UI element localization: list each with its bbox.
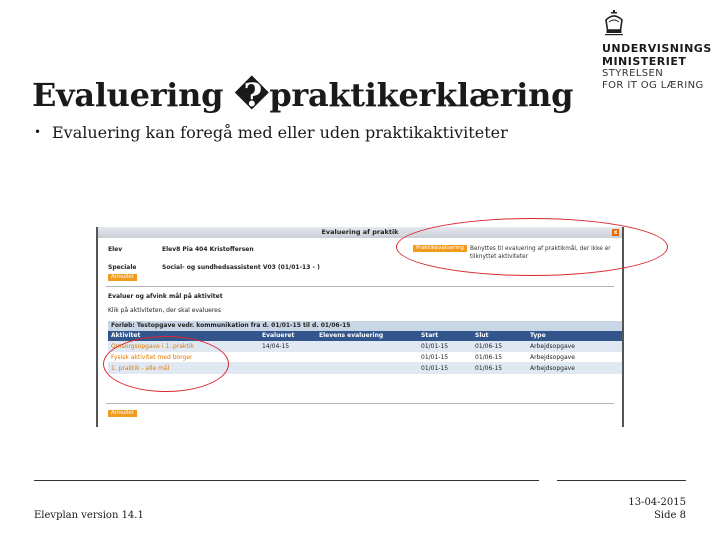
annuller-button-top[interactable]: Annuller [108, 274, 137, 281]
dialog-title: Evaluering af praktik [321, 228, 399, 236]
type-cell: Arbejdsopgave [530, 343, 575, 350]
slut-cell: 01/06-15 [475, 343, 503, 350]
forloeb-header: Forløb: Testopgave vedr. kommunikation fra d. 01/01-15 til d. 01/06-15 [108, 321, 622, 331]
ministry-logo [600, 8, 715, 98]
elev-label: Elev [108, 246, 123, 253]
divider [106, 286, 614, 287]
activity-link[interactable]: Omsorgsopgave i 1. praktik [111, 343, 194, 350]
col-slut[interactable]: Slut [475, 332, 489, 339]
start-cell: 01/01-15 [421, 343, 449, 350]
col-aktivitet[interactable]: Aktivitet [111, 332, 141, 339]
bullet-text: Evaluering kan foregå med eller uden praktikaktiviteter [52, 123, 508, 142]
section-heading: Evaluer og afvink mål på aktivitet [108, 293, 223, 300]
footer-version: Elevplan version 14.1 [34, 510, 144, 521]
col-type[interactable]: Type [530, 332, 546, 339]
start-cell: 01/01-15 [421, 354, 449, 361]
logo-line-2: MINISTERIET [602, 55, 687, 68]
praktik-note: Benyttes til evaluering af praktikmål, der ikke er tilknyttet aktiviteter [470, 246, 611, 260]
annuller-button-bottom[interactable]: Annuller [108, 410, 137, 417]
activity-link[interactable]: Fysisk aktivitet med borger [111, 354, 193, 361]
footer-divider-right [557, 480, 686, 481]
bullet-point [34, 123, 508, 142]
highlight-ellipse-activities [103, 336, 229, 392]
speciale-label: Speciale [108, 264, 137, 271]
slut-cell: 01/06-15 [475, 365, 503, 372]
start-cell: 01/01-15 [421, 365, 449, 372]
close-icon[interactable]: x [613, 229, 618, 236]
slut-cell: 01/06-15 [475, 354, 503, 361]
praktikevaluering-button[interactable]: Praktikevaluering [413, 245, 467, 252]
bullet-icon: • [34, 125, 42, 139]
type-cell: Arbejdsopgave [530, 365, 575, 372]
crown-icon [600, 8, 628, 40]
elev-value: Elev8 Pia 404 Kristoffersen [162, 246, 254, 253]
col-elevens-evaluering[interactable]: Elevens evaluering [319, 332, 384, 339]
evalueret-cell: 14/04-15 [262, 343, 290, 350]
divider [106, 403, 614, 404]
speciale-value: Social- og sundhedsassistent V03 (01/01-13 - ) [162, 264, 320, 271]
col-evalueret[interactable]: Evalueret [262, 332, 295, 339]
logo-line-4: FOR IT OG LÆRING [602, 80, 704, 91]
logo-line-3: STYRELSEN [602, 68, 664, 79]
footer-divider-left [34, 480, 539, 481]
section-hint: Klik på aktiviteten, der skal evalueres [108, 307, 221, 314]
slide-title: Evaluering �praktikerklæring [32, 76, 574, 114]
highlight-ellipse-praktik [396, 218, 668, 276]
type-cell: Arbejdsopgave [530, 354, 575, 361]
footer-page-number: Side 8 [654, 510, 686, 521]
footer-date: 13-04-2015 [628, 497, 686, 508]
logo-line-1: UNDERVISNINGS [602, 42, 712, 55]
col-start[interactable]: Start [421, 332, 439, 339]
activity-link[interactable]: 1. praktik - alle mål [111, 365, 170, 372]
